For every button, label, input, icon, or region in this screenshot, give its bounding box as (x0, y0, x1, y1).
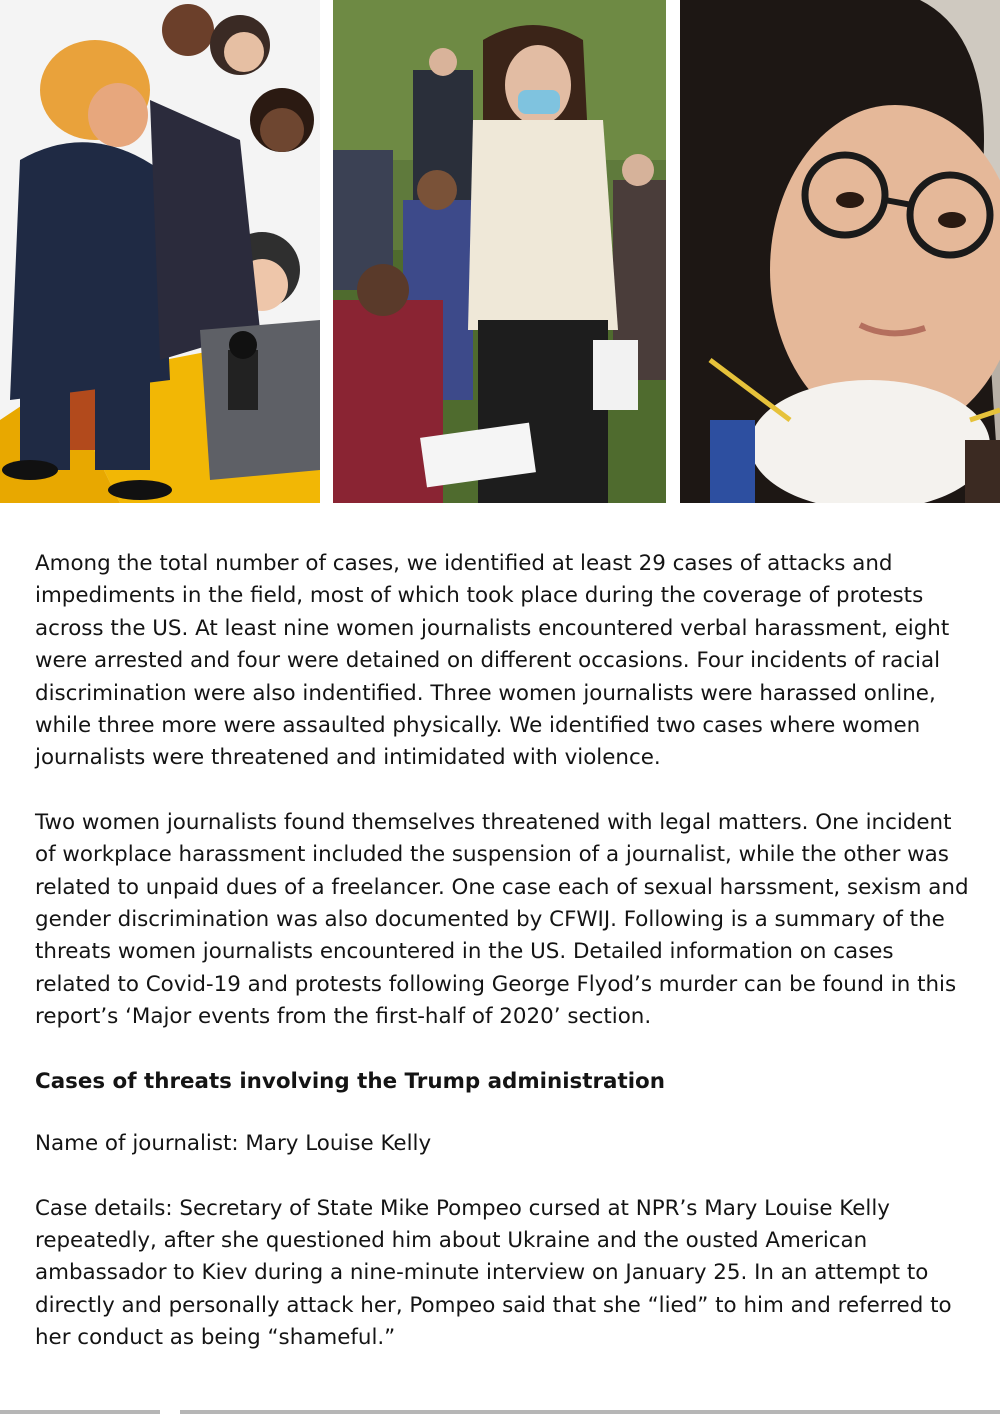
journalist-name: Name of journalist: Mary Louise Kelly (35, 1131, 432, 1157)
article-body (35, 548, 970, 1355)
paragraph-legal-threats: Two women journalists found themselves threatened with legal matters. One incident of workplace harassment included the suspension of a journalist, while the other was related to unpaid dues of a freelancer. One case each of sexual harssment, sexism and gender discrimination was also documented by CFWIJ. Following is a summary of the threats women journalists encountered in the US. Detailed information on cases related to Covid-19 and protests following George Flyod’s murder can be found in this report’s ‘Major events from the first-half of 2020’ section. (35, 809, 969, 1030)
case-details: Case details: Secretary of State Mike Pompeo cursed at NPR’s Mary Louise Kelly repeatedly, after she questioned him about Ukraine and the ousted American ambassador to Kiev during a nine-minute interview on January 25. In an attempt to directly and personally attack her, Pompeo said that she “lied” to him and referred to her conduct as being “shameful.” (35, 1195, 952, 1351)
photo-strip (0, 0, 1000, 503)
section-heading: Cases of threats involving the Trump administration (35, 1068, 665, 1094)
photo-press-briefing-garden (333, 0, 666, 503)
paragraph-attacks-summary: Among the total number of cases, we identified at least 29 cases of attacks and impediments in the field, most of which took place during the coverage of protests across the US. At least nine women journalists encountered verbal harassment, eight were arrested and four were detained on different occasions. Four incidents of racial discrimination were also indentified. Three women journalists were harassed online, while three more were assaulted physically. We identified two cases where women journalists were threatened and intimidated with violence. (35, 551, 950, 771)
photo-journalist-with-mask (680, 0, 1000, 503)
bottom-divider (0, 1410, 1000, 1414)
photo-illustration-trump-women-journalists (0, 0, 320, 503)
